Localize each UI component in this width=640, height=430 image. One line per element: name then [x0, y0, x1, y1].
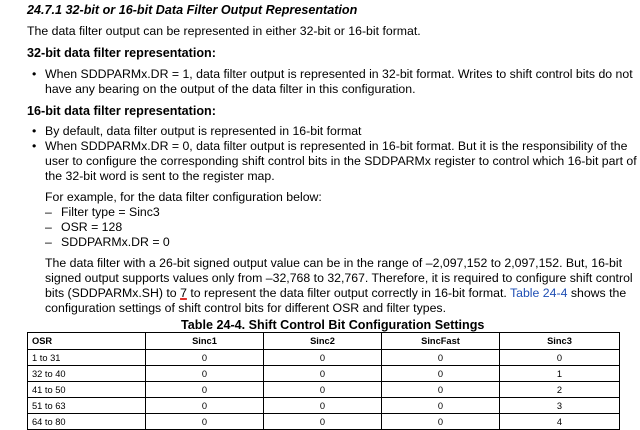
section-title: 24.7.1 32-bit or 16-bit Data Filter Output Representation	[27, 3, 358, 17]
cell-sincfast: 0	[382, 398, 500, 414]
bullet-16bit-line1: When SDDPARMx.DR = 0, data filter output is represented in 16-bit format. But it is the responsibility of the	[45, 139, 628, 153]
cell-sincfast: 0	[382, 414, 500, 430]
bullet-16bit-line2: user to configure the corresponding shift control bits in the SDDPARMx register to control which 16-bit part of	[45, 154, 637, 168]
dash-marker: –	[45, 235, 52, 249]
cell-sinc2: 0	[264, 398, 382, 414]
table-row	[28, 382, 620, 398]
para-line3	[45, 286, 626, 301]
para-line4: configuration settings of shift control bits for different OSR and filter types.	[45, 301, 446, 315]
shift-control-table	[27, 332, 620, 430]
example-intro: For example, for the data filter configuration below:	[45, 190, 322, 204]
cell-sinc2: 0	[264, 414, 382, 430]
cell-osr: 51 to 63	[28, 398, 146, 414]
example-item: Filter type = Sinc3	[61, 205, 160, 219]
shift-value-underlined: 7	[180, 286, 187, 300]
cell-sincfast: 0	[382, 366, 500, 382]
bullet-16bit-line3: the 32-bit word is sent to the register map.	[45, 169, 275, 183]
header-sinc3: Sinc3	[500, 333, 620, 350]
header-sincfast: SincFast	[382, 333, 500, 350]
table-row	[28, 366, 620, 382]
cell-sinc1: 0	[146, 414, 264, 430]
cell-osr: 41 to 50	[28, 382, 146, 398]
heading-16bit: 16-bit data filter representation:	[27, 104, 216, 118]
example-item: OSR = 128	[61, 220, 123, 234]
cell-sinc1: 0	[146, 366, 264, 382]
cell-sinc2: 0	[264, 366, 382, 382]
bullet-16bit-default: By default, data filter output is represented in 16-bit format	[45, 124, 362, 138]
cell-sinc3: 1	[500, 366, 620, 382]
bullet-marker: •	[32, 67, 37, 81]
cell-sinc1: 0	[146, 398, 264, 414]
para-line1: The data filter with a 26-bit signed output value can be in the range of –2,097,152 to 2,097,152. But, 16-bit	[45, 256, 622, 270]
cell-sinc2: 0	[264, 382, 382, 398]
header-osr: OSR	[28, 333, 146, 350]
cell-sinc1: 0	[146, 350, 264, 366]
dash-marker: –	[45, 205, 52, 219]
cell-osr: 32 to 40	[28, 366, 146, 382]
para-line3-mid: to represent the data filter output correctly in 16-bit format.	[186, 286, 510, 300]
cell-sinc2: 0	[264, 350, 382, 366]
heading-32bit: 32-bit data filter representation:	[27, 46, 216, 60]
intro-paragraph: The data filter output can be represented in either 32-bit or 16-bit format.	[27, 24, 421, 38]
cell-sinc3: 0	[500, 350, 620, 366]
bullet-32bit-line1: When SDDPARMx.DR = 1, data filter output is represented in 32-bit format. Writes to shift control bits do not	[45, 67, 633, 81]
bullet-marker: •	[32, 124, 37, 138]
para-line2: signed output supports values only from –32,768 to 32,767. Therefore, it is required to configure shift control	[45, 271, 633, 285]
example-item: SDDPARMx.DR = 0	[61, 235, 170, 249]
cell-sinc3: 2	[500, 382, 620, 398]
table-link[interactable]: Table 24-4	[509, 286, 568, 300]
table-caption: Table 24-4. Shift Control Bit Configuration Settings	[181, 318, 485, 332]
table-row	[28, 398, 620, 414]
cell-sinc3: 4	[500, 414, 620, 430]
para-line3-post: shows the	[567, 286, 627, 300]
cell-sinc1: 0	[146, 382, 264, 398]
header-sinc2: Sinc2	[264, 333, 382, 350]
bullet-marker: •	[32, 139, 37, 153]
header-sinc1: Sinc1	[146, 333, 264, 350]
para-line3-pre: bits (SDDPARMx.SH) to	[45, 286, 181, 300]
table-header-row	[28, 333, 620, 350]
cell-sinc3: 3	[500, 398, 620, 414]
table-row	[28, 414, 620, 430]
cell-osr: 64 to 80	[28, 414, 146, 430]
cell-sincfast: 0	[382, 350, 500, 366]
table-row	[28, 350, 620, 366]
dash-marker: –	[45, 220, 52, 234]
cell-sincfast: 0	[382, 382, 500, 398]
bullet-32bit-line2: have any bearing on the output of the data filter in this configuration.	[45, 82, 416, 96]
cell-osr: 1 to 31	[28, 350, 146, 366]
